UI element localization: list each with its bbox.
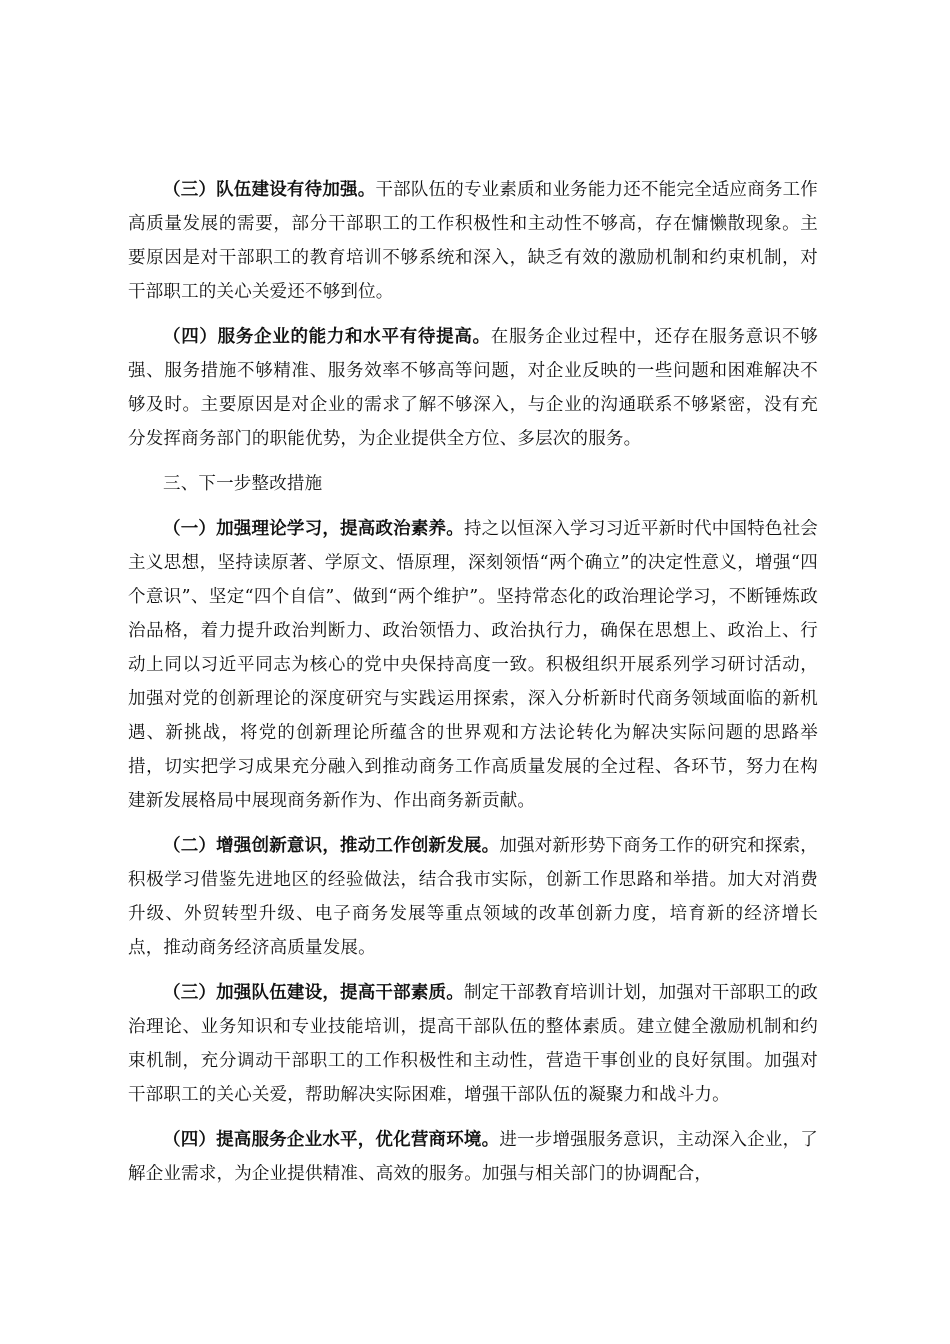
paragraph-text: 持之以恒深入学习习近平新时代中国特色社会主义思想，坚持读原著、学原文、悟原理，深刻领悟“两个确立”的决定性意义，增强“四个意识”、坚定“四个自信”、做到“两个维护”。坚持常态化的政治理论学习，不断锤炼政治品格，着力提升政治判断力、政治领悟力、政治执行力，确保在思想上、政治上、行动上同以习近平同志为核心的党中央保持高度一致。积极组织开展系列学习研讨活动，加强对党的创新理论的深度研究与实践运用探索，深入分析新时代商务领域面临的新机遇、新挑战，将党的创新理论所蕴含的世界观和方法论转化为解决实际问题的思路举措，切实把学习成果充分融入到推动商务工作高质量发展的全过程、各环节，努力在构建新发展格局中展现商务新作为、作出商务新贡献。 [128,519,819,811]
paragraph-text: 干部队伍的专业素质和业务能力还不能完全适应商务工作高质量发展的需要，部分干部职工的工作积极性和主动性不够高，存在慵懒散现象。主要原因是对干部职工的教育培训不够系统和深入，缺乏有效的激励机制和约束机制，对干部职工的关心关爱还不够到位。 [128,180,818,302]
paragraph-text: 制定干部教育培训计划，加强对干部职工的政治理论、业务知识和专业技能培训，提高干部队伍的整体素质。建立健全激励机制和约束机制，充分调动干部职工的工作积极性和主动性，营造干事创业的良好氛围。加强对干部职工的关心关爱，帮助解决实际困难，增强干部队伍的凝聚力和战斗力。 [128,983,819,1105]
paragraph-text: 进一步增强服务意识，主动深入企业，了解企业需求，为企业提供精准、高效的服务。加强与相关部门的协调配合， [128,1130,818,1184]
paragraph-enterprise-service-issue [128,320,818,456]
paragraph-heading: （四）提高服务企业水平，优化营商环境。 [163,1130,500,1150]
paragraph-team-building-issue [128,173,818,309]
paragraph-heading: （二）增强创新意识，推动工作创新发展。 [163,836,500,856]
paragraph-heading: （四）服务企业的能力和水平有待提高。 [163,327,491,347]
document-body [128,173,818,1202]
paragraph-innovation [128,829,818,965]
paragraph-team-building-measure [128,976,818,1112]
paragraph-heading: （三）队伍建设有待加强。 [163,180,376,200]
section-heading-text: 三、下一步整改措施 [163,474,323,494]
section-heading-next-steps [128,467,818,501]
paragraph-text: 在服务企业过程中，还存在服务意识不够强、服务措施不够精准、服务效率不够高等问题，对企业反映的一些问题和困难解决不够及时。主要原因是对企业的需求了解不够深入，与企业的沟通联系不够紧密，没有充分发挥商务部门的职能优势，为企业提供全方位、多层次的服务。 [128,327,818,449]
paragraph-business-environment [128,1123,818,1191]
paragraph-text: 加强对新形势下商务工作的研究和探索，积极学习借鉴先进地区的经验做法，结合我市实际，创新工作思路和举措。加大对消费升级、外贸转型升级、电子商务发展等重点领域的改革创新力度，培育新的经济增长点，推动商务经济高质量发展。 [128,836,818,958]
paragraph-heading: （三）加强队伍建设，提高干部素质。 [163,983,464,1003]
paragraph-heading: （一）加强理论学习，提高政治素养。 [163,519,464,539]
paragraph-theory-study [128,512,818,818]
